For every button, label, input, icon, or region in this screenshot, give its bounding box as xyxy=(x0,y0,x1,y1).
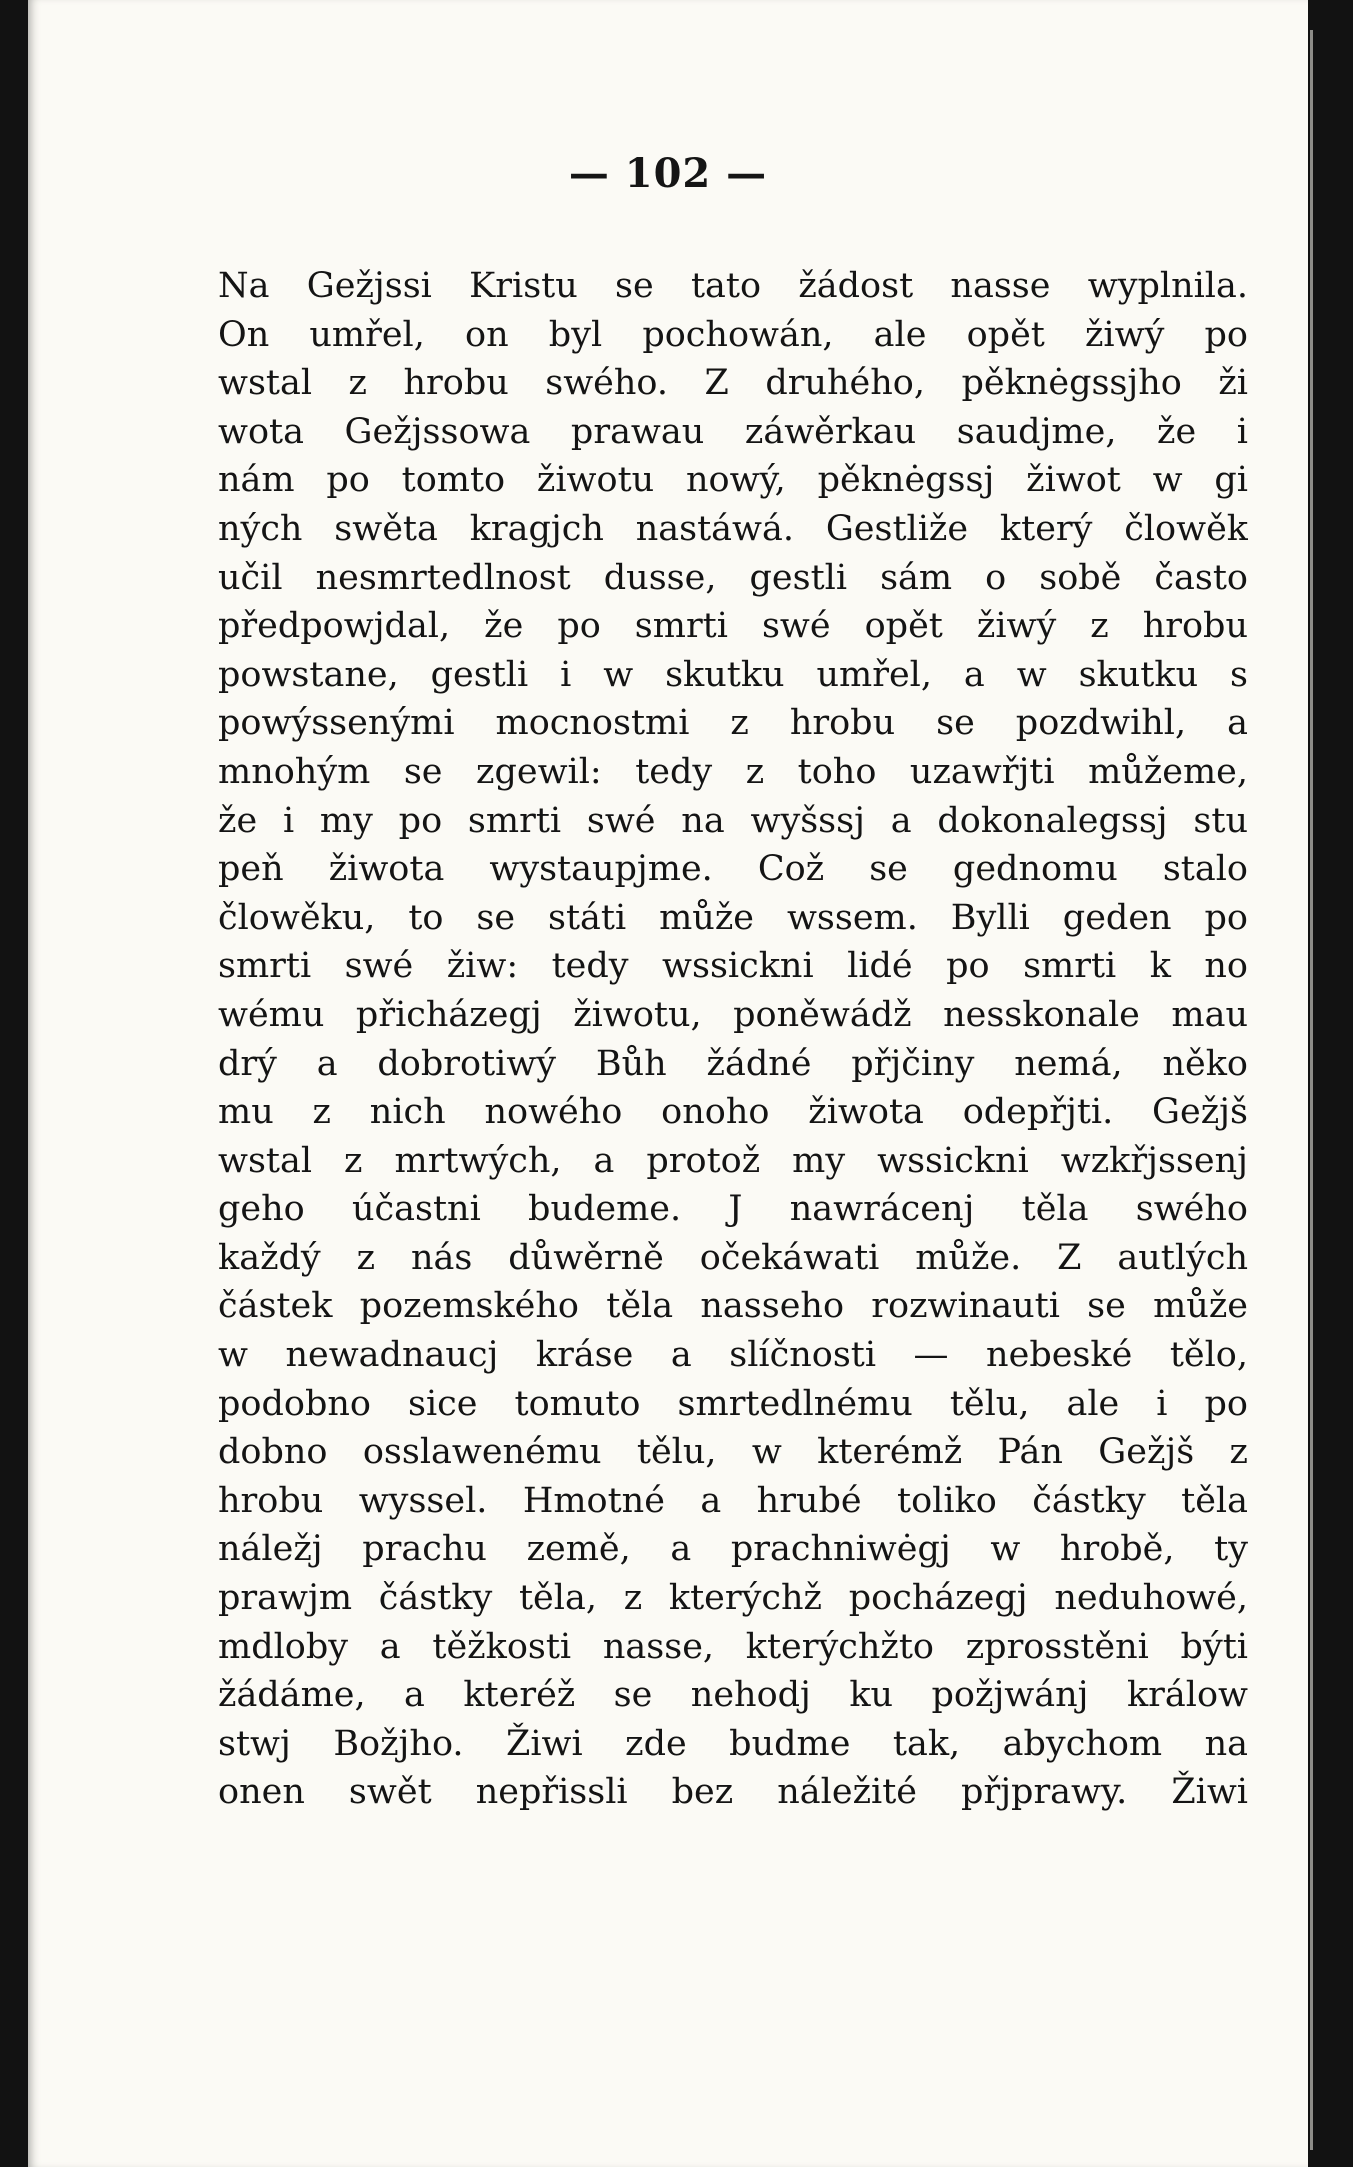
text-line: žádáme, a kteréž se nehodj ku požjwánj králow xyxy=(218,1675,1248,1716)
text-line: nám po tomto žiwotu nowý, pěknėgssj žiwot w gi xyxy=(218,460,1248,501)
text-line: wstal z hrobu swého. Z druhého, pěknėgssjho ži xyxy=(218,363,1248,404)
text-line: drý a dobrotiwý Bůh žádné přjčiny nemá, něko xyxy=(218,1043,1248,1084)
text-line: ných swěta kragjch nastáwá. Gestliže který člowěk xyxy=(218,508,1248,549)
text-line: geho účastni budeme. J nawrácenj těla swého xyxy=(218,1189,1248,1230)
text-line: částek pozemského těla nasseho rozwinauti se může xyxy=(218,1286,1248,1327)
text-line: wota Gežjssowa prawau záwěrkau saudjme, že i xyxy=(218,411,1248,452)
text-line: wstal z mrtwých, a protož my wssickni wzkřjssenj xyxy=(218,1140,1248,1181)
text-line: každý z nás důwěrně očekáwati může. Z autlých xyxy=(218,1237,1248,1278)
text-line: powýssenými mocnostmi z hrobu se pozdwihl, a xyxy=(218,703,1248,744)
text-line: wému přicházegj žiwotu, poněwádž nesskonale mau xyxy=(218,994,1248,1035)
text-line: On umřel, on byl pochowán, ale opět žiwý po xyxy=(218,314,1248,355)
page-body-text xyxy=(218,262,1248,1817)
text-line: hrobu wyssel. Hmotné a hrubé toliko částky těla xyxy=(218,1480,1248,1521)
text-line: powstane, gestli i w skutku umřel, a w skutku s xyxy=(218,654,1248,695)
text-line: onen swět nepřissli bez náležité přjprawy. Žiwi xyxy=(218,1772,1248,1813)
text-line: Na Gežjssi Kristu se tato žádost nasse wyplnila. xyxy=(218,266,1248,306)
page-number: — 102 — xyxy=(568,150,768,197)
page-edge-rule xyxy=(1310,30,1313,2150)
text-line: člowěku, to se státi může wssem. Bylli geden po xyxy=(218,897,1248,938)
text-line: učil nesmrtedlnost dusse, gestli sám o sobě často xyxy=(218,557,1248,598)
text-line: mdloby a těžkosti nasse, kterýchžto zprosstěni býti xyxy=(218,1626,1248,1667)
text-line: náležj prachu země, a prachniwėgj w hrobě, ty xyxy=(218,1529,1248,1570)
text-line: podobno sice tomuto smrtedlnému tělu, ale i po xyxy=(218,1383,1248,1424)
text-line: stwj Božjho. Žiwi zde budme tak, abychom na xyxy=(218,1723,1248,1764)
text-line: předpowjdal, že po smrti swé opět žiwý z hrobu xyxy=(218,606,1248,647)
book-page xyxy=(28,0,1308,2167)
text-line: mu z nich nowého onoho žiwota odepřjti. Gežjš xyxy=(218,1092,1248,1133)
text-line: dobno osslawenému tělu, w kterémž Pán Gežjš z xyxy=(218,1432,1248,1473)
text-line: smrti swé žiw: tedy wssickni lidé po smrti k no xyxy=(218,946,1248,987)
text-line: w newadnaucj kráse a slíčnosti — nebeské tělo, xyxy=(218,1335,1248,1376)
text-line: peň žiwota wystaupjme. Což se gednomu stalo xyxy=(218,849,1248,890)
text-line: že i my po smrti swé na wyšssj a dokonalegssj stu xyxy=(218,800,1248,841)
text-line: mnohým se zgewil: tedy z toho uzawřjti můžeme, xyxy=(218,751,1248,792)
text-line: prawjm částky těla, z kterýchž pocházegj neduhowé, xyxy=(218,1578,1248,1619)
